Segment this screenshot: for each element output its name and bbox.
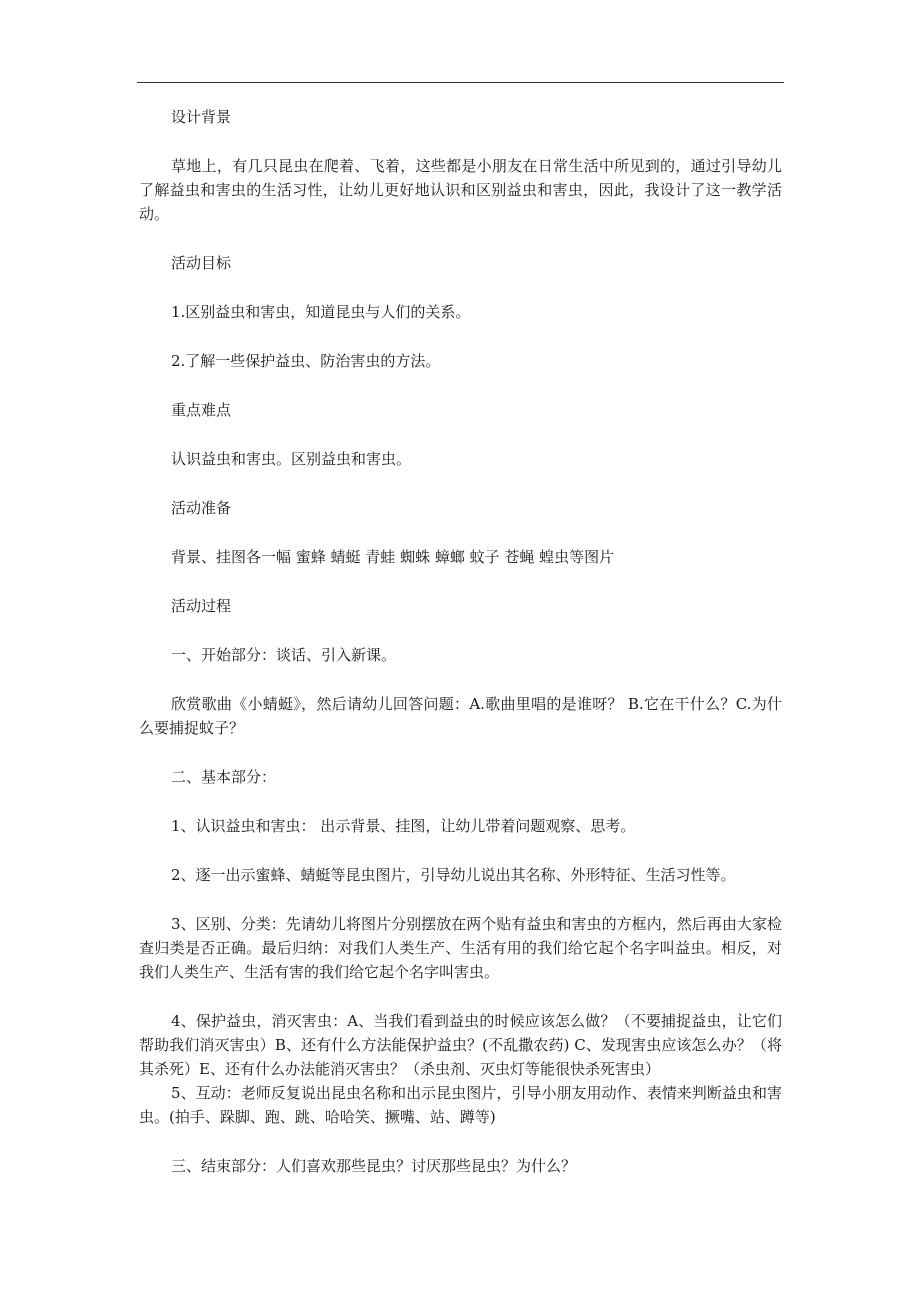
paragraph-background: 草地上，有几只昆虫在爬着、飞着，这些都是小朋友在日常生活中所见到的，通过引导幼儿了解益虫和害虫的生活习性，让幼儿更好地认识和区别益虫和害虫，因此，我设计了这一教学活动。 [139, 157, 782, 223]
goal-item-2: 2.了解一些保护益虫、防治害虫的方法。 [171, 352, 441, 370]
paragraph-preparation: 背景、挂图各一幅 蜜蜂 蜻蜓 青蛙 蜘蛛 蟑螂 蚊子 苍蝇 蝗虫等图片 [171, 548, 615, 566]
document-body [139, 105, 782, 1203]
paragraph-key-points: 认识益虫和害虫。区别益虫和害虫。 [171, 450, 412, 468]
process-part-3: 三、结束部分：人们喜欢那些昆虫？讨厌那些昆虫？为什么？ [171, 1157, 577, 1175]
header-rule [137, 82, 784, 83]
process-part-1: 一、开始部分：谈话、引入新课。 [171, 646, 397, 664]
goal-item-1: 1.区别益虫和害虫，知道昆虫与人们的关系。 [171, 303, 471, 321]
step-3: 3、区别、分类：先请幼儿将图片分别摆放在两个贴有益虫和害虫的方框内，然后再由大家检查归类是否正确。最后归纳：对我们人类生产、生活有用的我们给它起个名字叫益虫。相反，对我们人类生产、生活有害的我们给它起个名字叫害虫。 [139, 915, 782, 981]
step-1: 1、认识益虫和害虫： 出示背景、挂图，让幼儿带着问题观察、思考。 [171, 817, 636, 835]
paragraph-song: 欣赏歌曲《小蜻蜓》，然后请幼儿回答问题：A.歌曲里唱的是谁呀？ B.它在干什么？C.为什么要捕捉蚊子？ [139, 695, 782, 737]
heading-key-points: 重点难点 [171, 401, 232, 419]
step-4: 4、保护益虫，消灭害虫：A、当我们看到益虫的时候应该怎么做？（不要捕捉益虫，让它们帮助我们消灭害虫）B、还有什么方法能保护益虫？(不乱撒农药) C、发现害虫应该怎么办？（将其杀死）E、还有什么办法能消灭害虫？（杀虫剂、灭虫灯等能很快杀死害虫） [139, 1012, 782, 1078]
step-2: 2、逐一出示蜜蜂、蜻蜓等昆虫图片，引导幼儿说出其名称、外形特征、生活习性等。 [171, 866, 736, 884]
process-part-2: 二、基本部分： [171, 768, 277, 786]
heading-process: 活动过程 [171, 597, 232, 615]
step-5: 5、互动：老师反复说出昆虫名称和出示昆虫图片，引导小朋友用动作、表情来判断益虫和害虫。(拍手、跺脚、跑、跳、哈哈笑、撅嘴、站、蹲等) [139, 1084, 782, 1126]
heading-design-background: 设计背景 [171, 108, 232, 126]
heading-preparation: 活动准备 [171, 499, 232, 517]
heading-activity-goals: 活动目标 [171, 254, 232, 272]
